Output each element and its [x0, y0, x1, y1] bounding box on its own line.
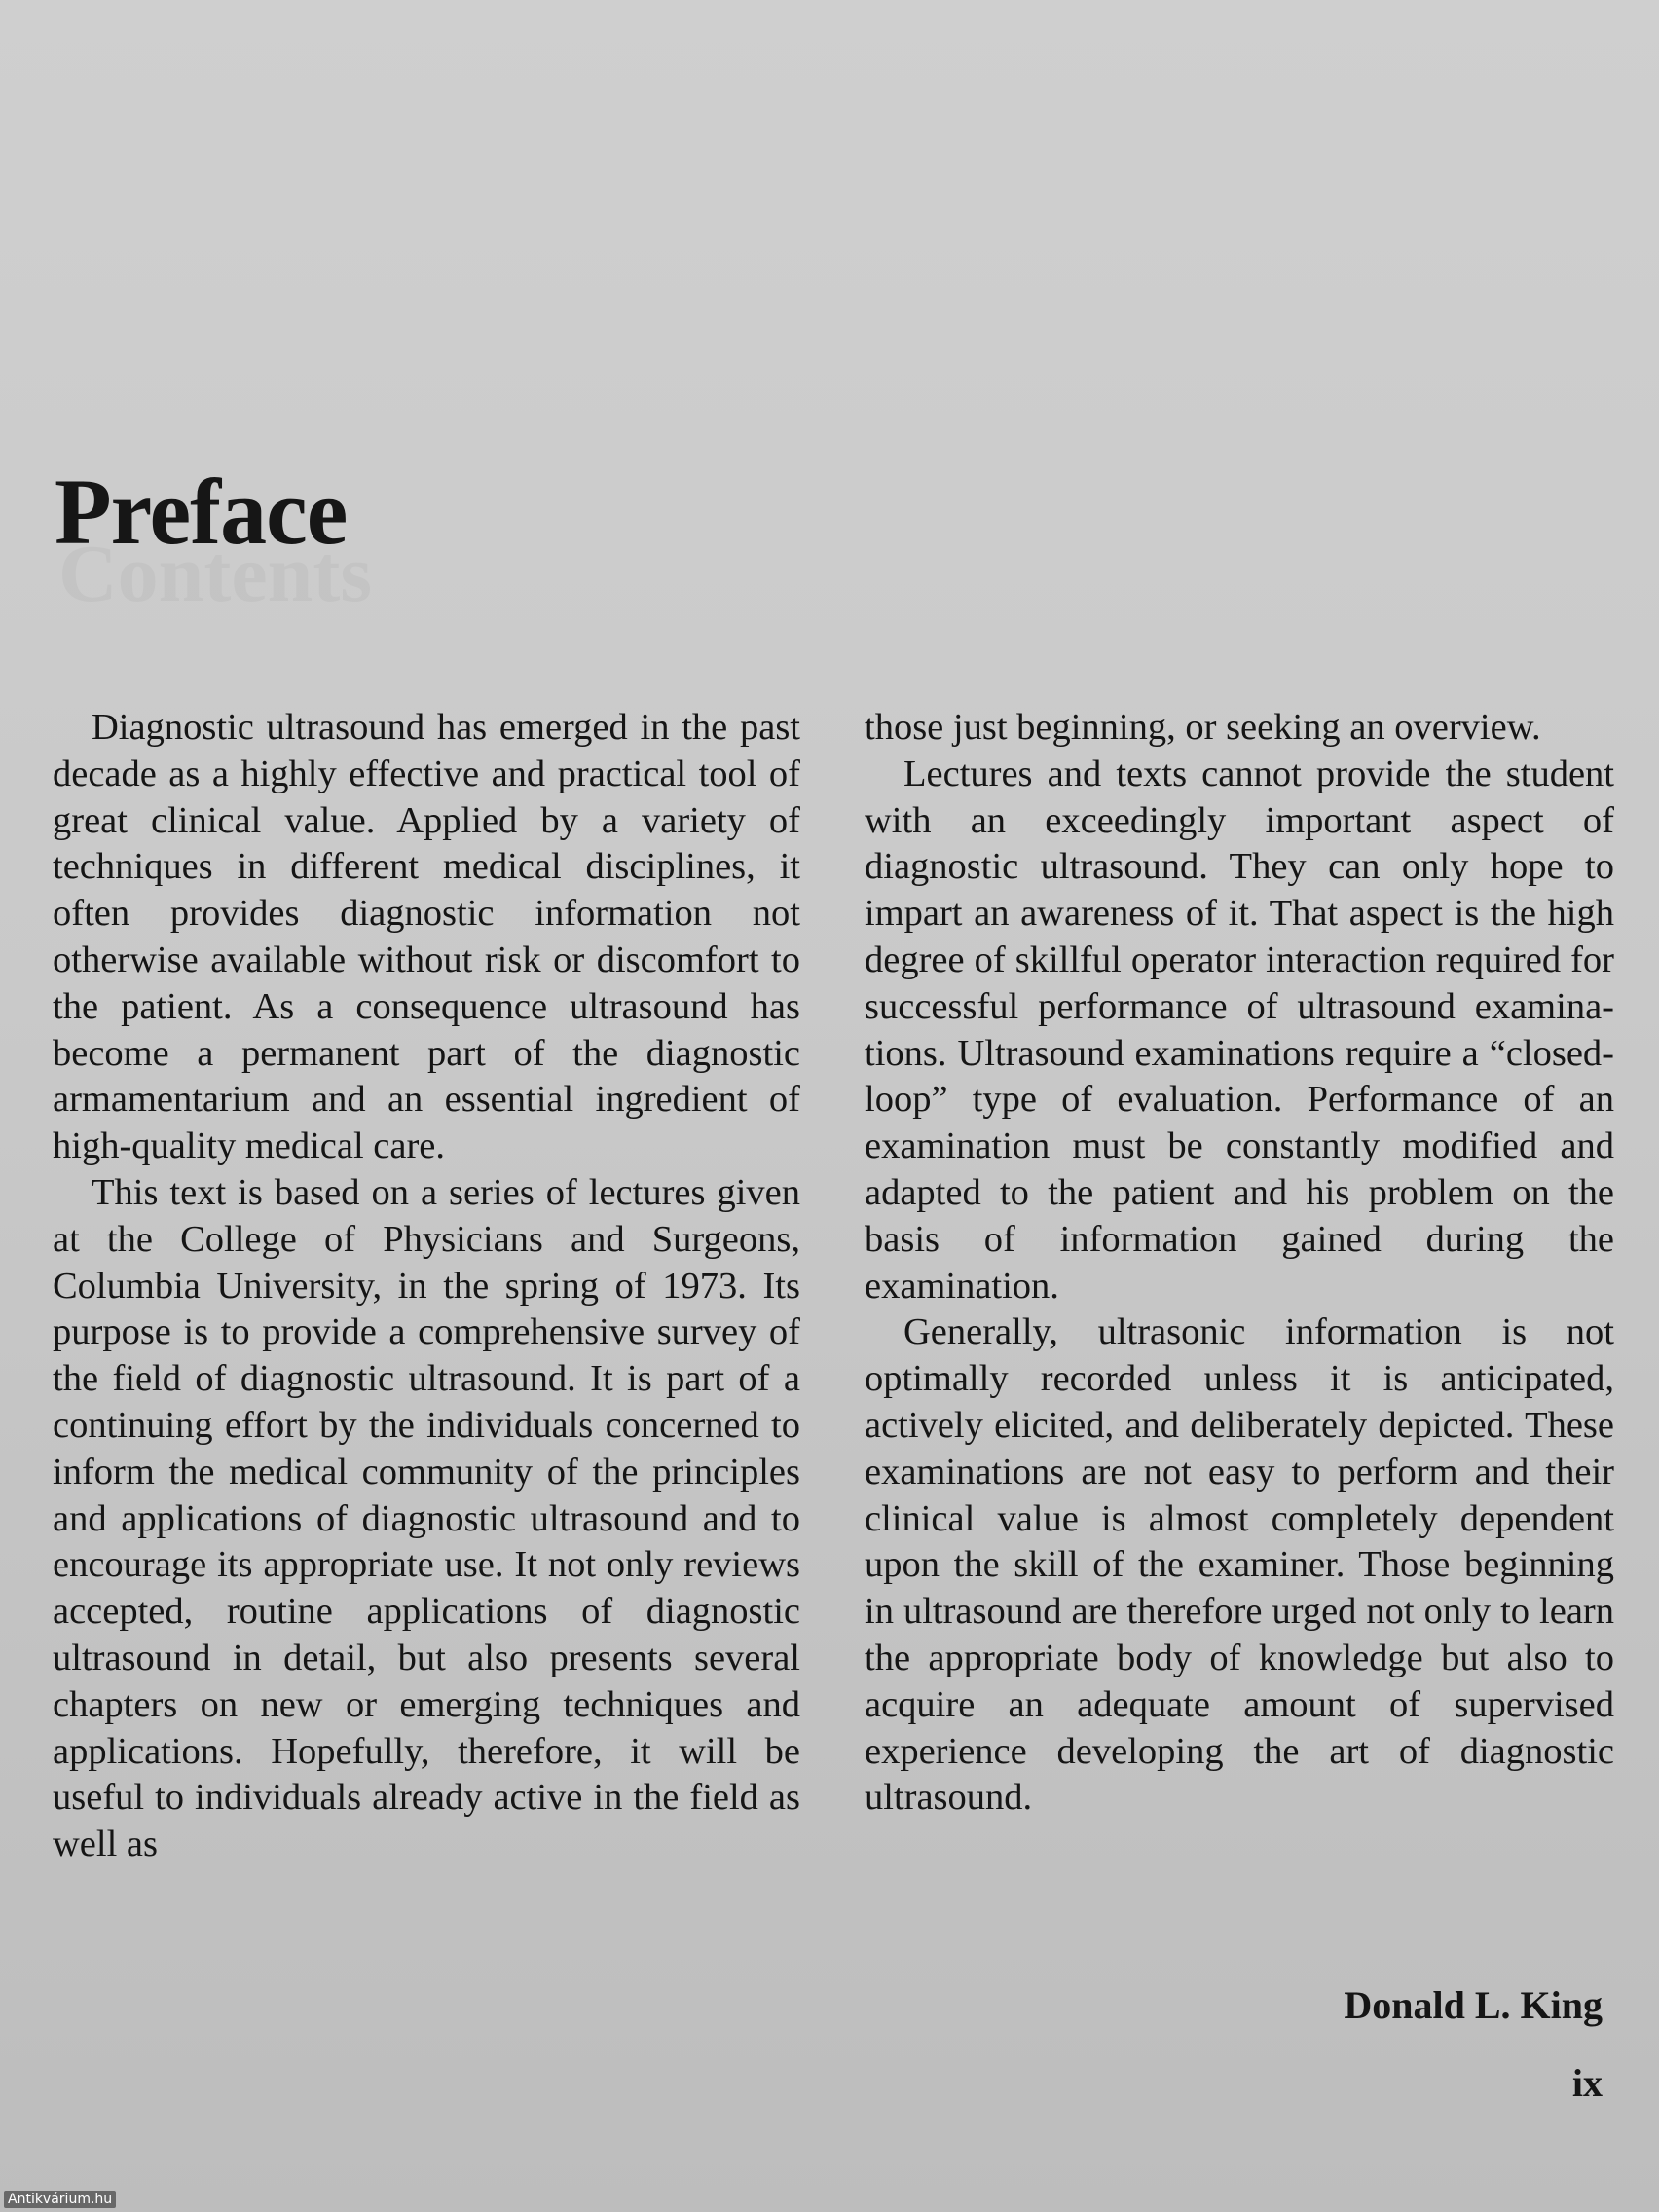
watermark-label: Antikvárium.hu — [4, 2191, 116, 2208]
author-signature: Donald L. King — [1344, 1983, 1603, 2027]
paragraph-4: Generally, ultrasonic information is not optimally recorded unless it is anticipated, actively elicited, and deliberately depicted. These examinations are not easy to perform and their clinical value is almost completely dependent upon the skill of the examiner. Those beginning in ultrasound are therefore urged not only to learn the appropriate body of knowledge but also to acquire an adequate amount of supervised experience developing the art of diagnostic ultrasound. — [865, 1311, 1614, 1819]
paragraph-2: This text is based on a series of lectures given at the College of Physicians and Surgeons, Columbia University, in the spring of 1973. Its purpose is to provide a comprehensive survey of the field of diagnostic ultrasound. It is part of a continuing effort by the individuals concerned to inform the medical community of the principles and applications of diagnostic ultrasound and to encourage its appropriate use. It not only reviews accepted, routine applications of diagnostic ultrasound in detail, but also presents several chapters on new or emerging techniques and applications. Hopefully, therefore, it will be useful to individuals already active in the field as well as — [53, 1171, 800, 1865]
page-number: ix — [1571, 2061, 1603, 2105]
left-text-column — [53, 705, 800, 1868]
paragraph-2-continued: those just beginning, or seeking an overview. — [865, 707, 1541, 748]
right-text-column — [865, 705, 1614, 1822]
page-title: Preface — [55, 460, 348, 564]
paragraph-3: Lectures and texts cannot provide the student with an exceedingly important aspect of diagnostic ultrasound. They can only hope to impart an awareness of it. That aspect is the high degree of skillful operator interaction required for successful performance of ultrasound examinations. Ultrasound examinations require a “closed-loop” type of evaluation. Performance of an examination must be constantly modified and adapted to the patient and his problem on the basis of information gained during the examination. — [865, 753, 1614, 1307]
paragraph-1: Diagnostic ultrasound has emerged in the past decade as a highly effective and practical tool of great clinical value. Applied by a variety of techniques in different medical disciplines, it often provides diagnostic information not otherwise available without risk or discomfort to the patient. As a consequence ultrasound has become a permanent part of the diagnostic armamentarium and an essential ingredient of high-quality medical care. — [53, 707, 800, 1167]
